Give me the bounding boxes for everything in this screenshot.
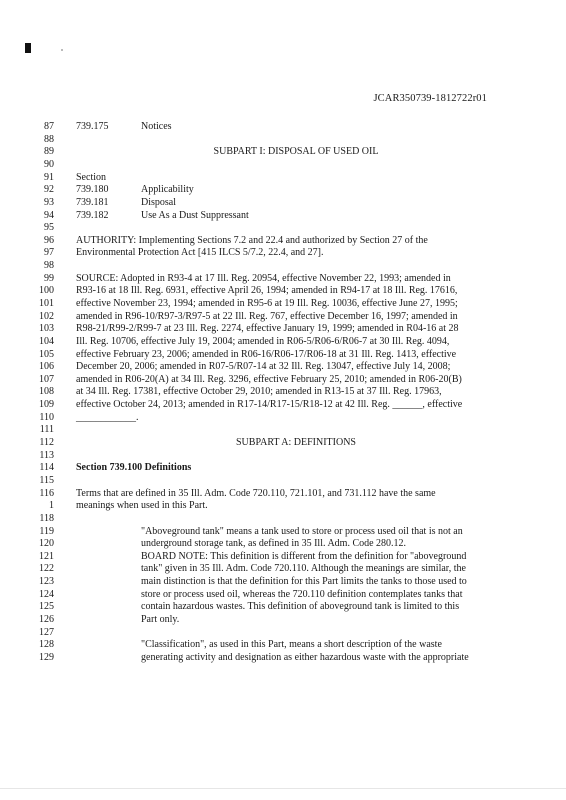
- line-text: effective February 23, 2006; amended in R06-16/R06-17/R06-18 at 31 Ill. Reg. 1413, effective: [76, 348, 457, 360]
- line-number: 129: [39, 651, 54, 663]
- section-number: 739.175: [76, 121, 109, 132]
- line-text: ____________.: [76, 411, 139, 423]
- line-number: 96: [44, 234, 54, 246]
- definition-text: underground storage tank, as defined in 35 Ill. Adm. Code 280.12.: [141, 538, 407, 550]
- line-number: 104: [39, 335, 54, 347]
- section-title: Applicability: [141, 184, 194, 196]
- line-number: 94: [44, 209, 54, 221]
- line-number: 108: [39, 386, 54, 398]
- definition-text: BOARD NOTE: This definition is different from the definition for "aboveground: [141, 550, 467, 562]
- scan-mark: [25, 43, 31, 53]
- line-number: 1: [49, 500, 54, 512]
- definition-text: contain hazardous wastes. This definition of aboveground tank is limited to this: [141, 601, 460, 613]
- definition-text: main distinction is that the definition for this Part limits the tanks to those used to: [141, 576, 467, 587]
- line-text: Ill. Reg. 10706, effective July 19, 2004; amended in R06-5/R06-6/R06-7 at 30 Ill. Reg. 4094,: [76, 335, 450, 347]
- line-number: 95: [44, 222, 54, 234]
- line-text: effective October 24, 2013; amended in R17-14/R17-15/R18-12 at 42 Ill. Reg. ______, effective: [76, 399, 463, 411]
- line-number: 99: [44, 272, 54, 284]
- line-text: amended in R96-10/R97-3/R97-5 at 22 Ill. Reg. 767, effective December 16, 1997; amended in: [76, 310, 458, 322]
- line-number: 124: [39, 588, 54, 600]
- line-text: Environmental Protection Act [415 ILCS 5/7.2, 22.4, and 27].: [76, 247, 324, 259]
- line-text: effective November 23, 1994; amended in R95-6 at 19 Ill. Reg. 10036, effective June 27, 1995;: [76, 298, 458, 309]
- section-title: Disposal: [141, 196, 176, 208]
- line-number: 93: [44, 196, 54, 208]
- line-number: 109: [39, 399, 54, 411]
- line-number: 120: [39, 538, 54, 550]
- line-number: 101: [39, 298, 54, 309]
- line-number: 119: [39, 525, 54, 537]
- line-number: 125: [39, 601, 54, 613]
- line-number: 87: [44, 121, 54, 132]
- line-number: 106: [39, 361, 54, 373]
- definition-text: Part only.: [141, 614, 180, 625]
- line-number: 91: [44, 171, 54, 183]
- line-number: 126: [39, 614, 54, 625]
- line-number: 127: [39, 626, 54, 638]
- line-text: R93-16 at 18 Ill. Reg. 6931, effective April 26, 1994; amended in R94-17 at 18 Ill. Reg. 17616,: [76, 285, 458, 297]
- definition-text: generating activity and designation as either hazardous waste with the appropriate: [141, 651, 469, 663]
- line-number: 112: [39, 437, 54, 448]
- line-text: at 34 Ill. Reg. 17381, effective October 29, 2010; amended in R13-15 at 37 Ill. Reg. 17963,: [76, 386, 442, 398]
- line-number: 110: [39, 411, 54, 423]
- line-text: meanings when used in this Part.: [76, 500, 208, 512]
- section-number: 739.182: [76, 209, 109, 221]
- line-number: 123: [39, 576, 54, 587]
- line-number: 111: [39, 424, 54, 436]
- line-number: 102: [39, 310, 54, 322]
- line-number: 122: [39, 563, 54, 575]
- line-number: 88: [44, 133, 54, 145]
- definition-text: store or process used oil, whereas the 720.110 definition contemplates tanks that: [141, 588, 463, 600]
- line-text: AUTHORITY: Implementing Sections 7.2 and 22.4 and authorized by Section 27 of the: [76, 234, 428, 246]
- section-title: Notices: [141, 121, 172, 132]
- line-number: 116: [39, 487, 54, 499]
- line-number: 115: [39, 474, 54, 486]
- line-number: 98: [44, 260, 54, 271]
- definition-text: "Classification", as used in this Part, means a short description of the waste: [141, 639, 442, 651]
- line-text: amended in R06-20(A) at 34 Ill. Reg. 3296, effective February 25, 2010; amended in R06-20(B): [76, 373, 462, 385]
- definition-text: tank" given in 35 Ill. Adm. Code 720.110. Although the meanings are similar, the: [141, 563, 466, 575]
- section-number: 739.180: [76, 184, 109, 196]
- line-text: Terms that are defined in 35 Ill. Adm. Code 720.110, 721.101, and 731.112 have the same: [76, 487, 436, 499]
- subpart-heading: SUBPART A: DEFINITIONS: [236, 437, 356, 448]
- line-number: 113: [39, 449, 54, 461]
- subpart-heading: SUBPART I: DISPOSAL OF USED OIL: [213, 146, 379, 158]
- line-number: 90: [44, 158, 54, 170]
- line-number: 107: [39, 373, 54, 385]
- line-number: 105: [39, 348, 54, 360]
- scan-speck: [61, 49, 63, 51]
- line-number: 97: [44, 247, 54, 259]
- line-number: 118: [39, 512, 54, 524]
- line-number: 114: [39, 462, 54, 474]
- document-id: JCAR350739-1812722r01: [373, 93, 487, 104]
- line-number: 121: [39, 550, 54, 562]
- line-number: 128: [39, 639, 54, 651]
- section-title: Use As a Dust Suppressant: [141, 209, 249, 221]
- definition-text: "Aboveground tank" means a tank used to store or process used oil that is not an: [141, 525, 463, 537]
- line-number: 89: [44, 146, 54, 158]
- page-bottom-edge: [0, 788, 566, 789]
- line-number: 100: [39, 285, 54, 297]
- line-text: December 20, 2006; amended in R07-5/R07-14 at 32 Ill. Reg. 13047, effective July 14, 2008;: [76, 361, 451, 373]
- section-heading: Section 739.100 Definitions: [76, 462, 192, 474]
- line-number: 103: [39, 323, 54, 335]
- line-number: 92: [44, 184, 54, 196]
- line-text: Section: [76, 171, 106, 183]
- line-text: SOURCE: Adopted in R93-4 at 17 Ill. Reg. 20954, effective November 22, 1993; amended in: [76, 272, 451, 284]
- section-number: 739.181: [76, 196, 109, 208]
- line-text: R98-21/R99-2/R99-7 at 23 Ill. Reg. 2274, effective January 19, 1999; amended in R04-16 at 28: [76, 323, 459, 335]
